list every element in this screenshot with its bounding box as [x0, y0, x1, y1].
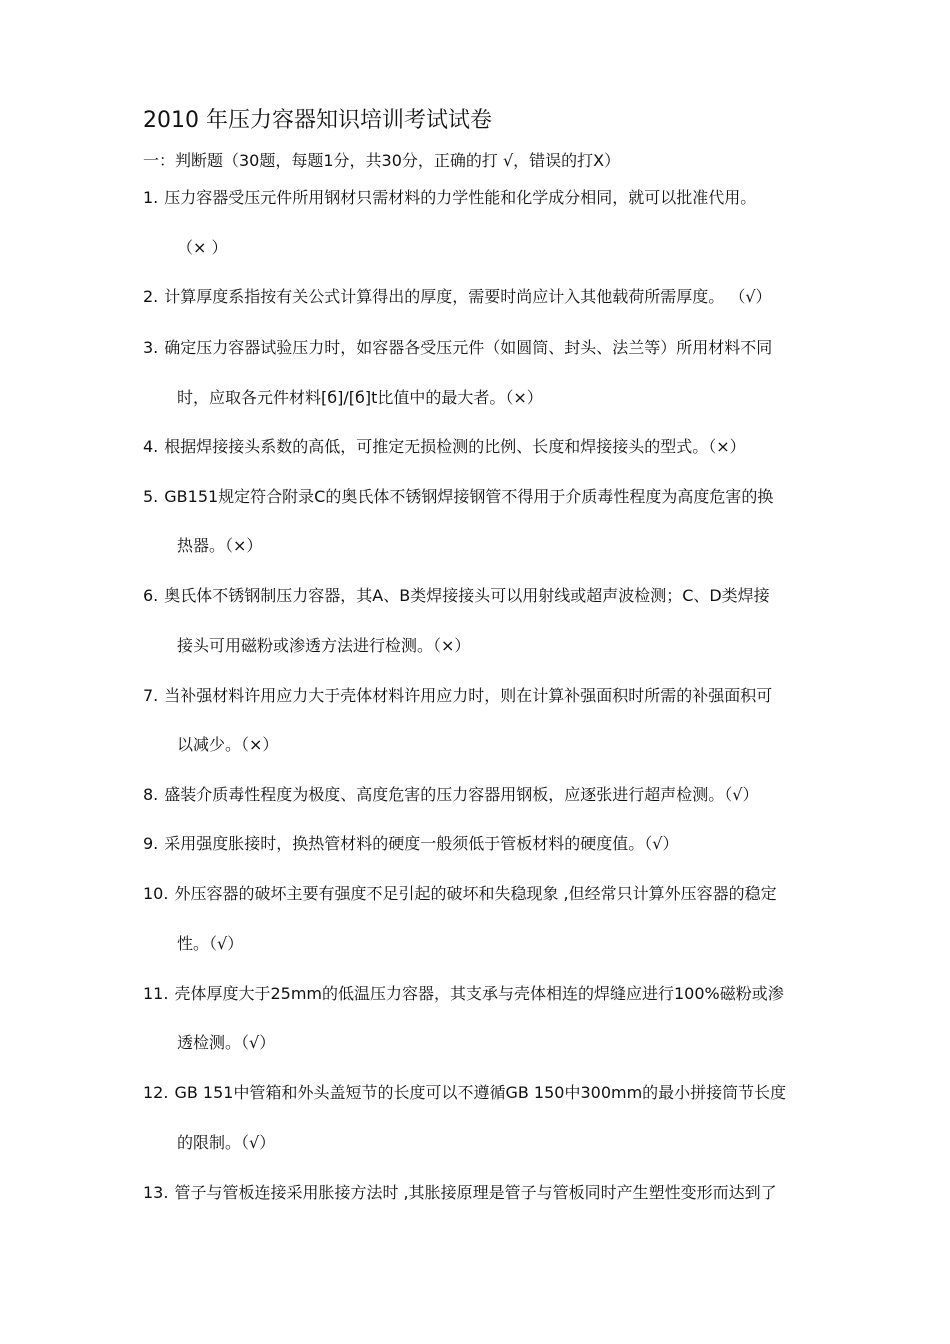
question-6 [143, 584, 770, 608]
question-number: 2. [143, 287, 159, 306]
question-12-continuation: 的限制。（√） [177, 1133, 276, 1152]
question-5-continuation: 热器。（×） [177, 536, 263, 555]
question-text: 压力容器受压元件所用钢材只需材料的力学性能和化学成分相同，就可以批准代用。 [164, 188, 757, 207]
question-10-continuation: 性。（√） [177, 934, 244, 953]
question-number: 5. [143, 487, 159, 506]
question-8 [143, 783, 758, 807]
question-number: 4. [143, 437, 159, 456]
question-number: 9. [143, 834, 159, 853]
question-7-continuation: 以减少。（×） [177, 735, 279, 754]
section-heading: 一：判断题（30题，每题1分，共30分，正确的打 √，错误的打X） [143, 151, 621, 170]
question-number: 1. [143, 188, 159, 207]
question-12 [143, 1081, 786, 1105]
question-text: GB 151中管箱和外头盖短节的长度可以不遵循GB 150中300mm的最小拼接筒节长度 [174, 1083, 787, 1102]
question-11-continuation: 透检测。（√） [177, 1033, 276, 1052]
question-1-continuation: （× ） [177, 238, 228, 257]
question-text: 外压容器的破坏主要有强度不足引起的破坏和失稳现象 ,但经常只计算外压容器的稳定 [174, 884, 777, 903]
question-text: 管子与管板连接采用胀接方法时 ,其胀接原理是管子与管板同时产生塑性变形而达到了 [174, 1183, 777, 1202]
question-11 [143, 982, 784, 1006]
question-5 [143, 485, 773, 509]
question-text: 确定压力容器试验压力时，如容器各受压元件（如圆筒、封头、法兰等）所用材料不同 [164, 338, 773, 357]
question-number: 6. [143, 586, 159, 605]
page-title: 2010 年压力容器知识培训考试试卷 [143, 108, 492, 133]
question-number: 3. [143, 338, 159, 357]
question-number: 12. [143, 1083, 169, 1102]
question-2 [143, 285, 772, 309]
question-4 [143, 435, 746, 459]
question-6-continuation: 接头可用磁粉或渗透方法进行检测。（×） [177, 636, 471, 655]
question-10 [143, 882, 777, 906]
question-text: 盛装介质毒性程度为极度、高度危害的压力容器用钢板，应逐张进行超声检测。（√） [164, 785, 759, 804]
question-number: 11. [143, 984, 169, 1003]
question-text: 奥氏体不锈钢制压力容器，其A、B类焊接接头可以用射线或超声波检测；C、D类焊接 [164, 586, 770, 605]
question-text: GB151规定符合附录C的奥氏体不锈钢焊接钢管不得用于介质毒性程度为高度危害的换 [164, 487, 774, 506]
question-3 [143, 336, 772, 360]
question-7 [143, 684, 772, 708]
question-number: 7. [143, 686, 159, 705]
question-text: 当补强材料许用应力大于壳体材料许用应力时，则在计算补强面积时所需的补强面积可 [164, 686, 773, 705]
question-text: 壳体厚度大于25mm的低温压力容器，其支承与壳体相连的焊缝应进行100%磁粉或渗 [174, 984, 784, 1003]
question-3-continuation: 时，应取各元件材料[б]/[б]t比值中的最大者。（×） [177, 388, 543, 407]
question-1 [143, 186, 756, 210]
question-number: 13. [143, 1183, 169, 1202]
question-text: 根据焊接接头系数的高低，可推定无损检测的比例、长度和焊接接头的型式。（×） [164, 437, 746, 456]
question-number: 10. [143, 884, 169, 903]
question-9 [143, 832, 678, 856]
question-13 [143, 1181, 777, 1205]
question-text: 采用强度胀接时，换热管材料的硬度一般须低于管板材料的硬度值。（√） [164, 834, 679, 853]
question-number: 8. [143, 785, 159, 804]
question-text: 计算厚度系指按有关公式计算得出的厚度，需要时尚应计入其他载荷所需厚度。 （√） [164, 287, 772, 306]
